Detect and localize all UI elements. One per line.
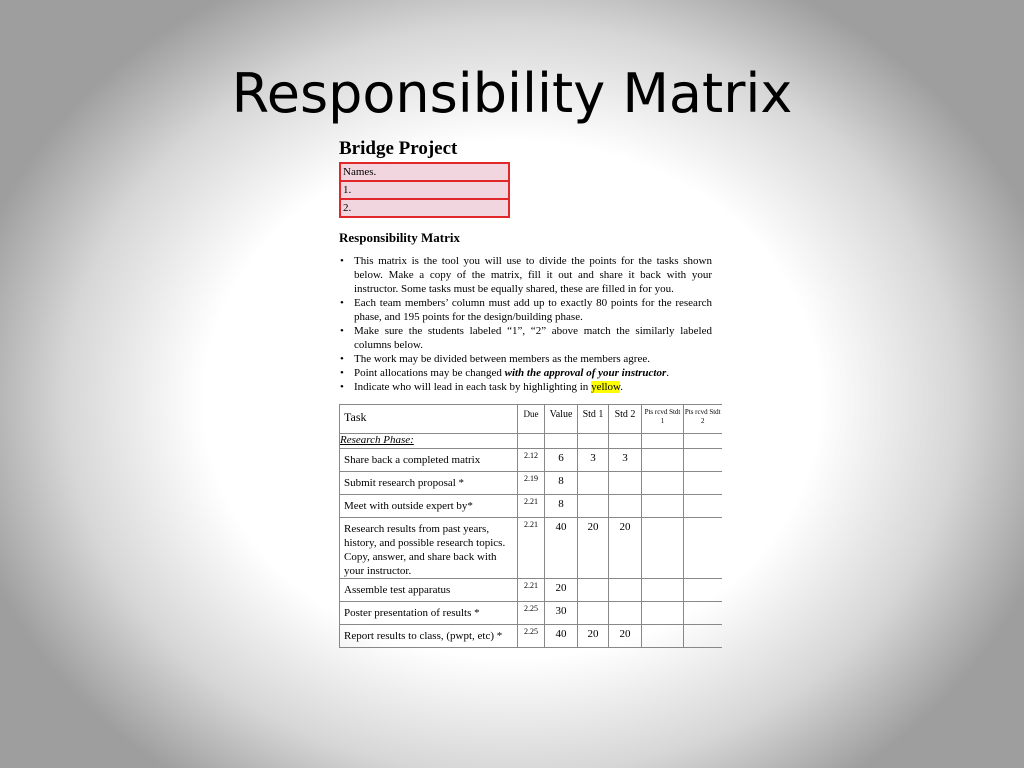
instruction-bullet: [340, 366, 712, 380]
highlight-yellow-text: yellow: [591, 381, 621, 393]
matrix-cell-value: 8: [545, 472, 578, 495]
phase-row: [340, 434, 722, 449]
header-task: Task: [340, 405, 518, 434]
matrix-cell-pts2[interactable]: [684, 579, 722, 602]
matrix-cell-task: Research results from past years, history, and possible research topics. Copy, answer, and share back with your instructor.: [340, 518, 518, 579]
bullet-icon: •: [340, 325, 344, 337]
bullet-text: The work may be divided between members as the members agree.: [354, 353, 650, 365]
instruction-bullet: [340, 352, 712, 366]
bullet-icon: •: [340, 297, 344, 309]
matrix-cell-pts1[interactable]: [642, 472, 684, 495]
document-title: Bridge Project: [339, 138, 458, 159]
matrix-cell-pts1[interactable]: [642, 625, 684, 648]
matrix-cell-value: 8: [545, 495, 578, 518]
bullet-text: .: [666, 367, 670, 379]
matrix-cell-task: Assemble test apparatus: [340, 579, 518, 602]
matrix-cell-std2[interactable]: 20: [609, 518, 642, 579]
table-row: [340, 518, 722, 579]
empty-cell: [518, 434, 545, 449]
matrix-cell-task: Meet with outside expert by*: [340, 495, 518, 518]
matrix-cell-std1[interactable]: 20: [578, 625, 609, 648]
bullet-text: .: [620, 381, 624, 393]
empty-cell: [578, 434, 609, 449]
empty-cell: [684, 434, 722, 449]
matrix-cell-value: 30: [545, 602, 578, 625]
matrix-cell-std1[interactable]: [578, 495, 609, 518]
bullet-text: Indicate who will lead in each task by highlighting in: [354, 381, 592, 393]
header-std2: Std 2: [609, 405, 642, 434]
matrix-cell-due: 2.12: [518, 449, 545, 472]
matrix-cell-pts2[interactable]: [684, 472, 722, 495]
matrix-cell-pts1[interactable]: [642, 518, 684, 579]
bullet-text: Each team members’ column must add up to exactly 80 points for the research phase, and 195 points for the design/building phase.: [354, 297, 712, 323]
bullet-text: This matrix is the tool you will use to divide the points for the tasks shown below. Make a copy of the matrix, fill it out and share it back with your instructor. Some tasks must be equally shared, these are filled in for you.: [354, 255, 712, 295]
instruction-bullet: [340, 380, 712, 394]
matrix-cell-std2[interactable]: 20: [609, 625, 642, 648]
matrix-cell-due: 2.21: [518, 495, 545, 518]
bullet-icon: •: [340, 353, 344, 365]
header-due: Due: [518, 405, 545, 434]
matrix-cell-std1[interactable]: 3: [578, 449, 609, 472]
matrix-cell-task: Submit research proposal *: [340, 472, 518, 495]
empty-cell: [642, 434, 684, 449]
matrix-cell-due: 2.19: [518, 472, 545, 495]
matrix-cell-pts2[interactable]: [684, 602, 722, 625]
matrix-cell-task: Report results to class, (pwpt, etc) *: [340, 625, 518, 648]
slide-title: Responsibility Matrix: [231, 62, 793, 125]
matrix-cell-value: 6: [545, 449, 578, 472]
student-2-name-cell[interactable]: 2.: [340, 199, 509, 217]
responsibility-matrix-table: [339, 404, 722, 648]
matrix-cell-pts2[interactable]: [684, 625, 722, 648]
matrix-cell-pts1[interactable]: [642, 602, 684, 625]
header-pts-rcvd-stdt2: Pts rcvd Stdt 2: [684, 405, 722, 434]
header-value: Value: [545, 405, 578, 434]
table-row: [340, 625, 722, 648]
bullet-icon: •: [340, 255, 344, 267]
matrix-cell-value: 20: [545, 579, 578, 602]
bullet-text: Point allocations may be changed: [354, 367, 505, 379]
table-row: [340, 602, 722, 625]
instruction-bullet: [340, 254, 712, 296]
table-row: [340, 495, 722, 518]
bullet-text: Make sure the students labeled “1”, “2” above match the similarly labeled columns below.: [354, 325, 712, 351]
names-header-cell[interactable]: Names.: [340, 163, 509, 181]
matrix-header-row: [340, 405, 722, 434]
matrix-cell-pts1[interactable]: [642, 449, 684, 472]
matrix-cell-std2[interactable]: [609, 579, 642, 602]
table-row: [340, 472, 722, 495]
bullet-icon: •: [340, 381, 344, 393]
bullet-text: with the approval of your instructor: [504, 367, 667, 379]
matrix-cell-std2[interactable]: [609, 472, 642, 495]
matrix-cell-value: 40: [545, 518, 578, 579]
matrix-cell-due: 2.25: [518, 602, 545, 625]
header-pts-rcvd-stdt1: Pts rcvd Stdt 1: [642, 405, 684, 434]
matrix-cell-pts1[interactable]: [642, 579, 684, 602]
names-table: [339, 162, 510, 218]
matrix-cell-std1[interactable]: [578, 472, 609, 495]
matrix-cell-std1[interactable]: [578, 602, 609, 625]
section-heading: Responsibility Matrix: [339, 230, 460, 245]
empty-cell: [545, 434, 578, 449]
matrix-cell-std2[interactable]: 3: [609, 449, 642, 472]
student-1-name-cell[interactable]: 1.: [340, 181, 509, 199]
table-row: [340, 449, 722, 472]
instructions-list: [339, 254, 720, 394]
matrix-cell-due: 2.25: [518, 625, 545, 648]
empty-cell: [609, 434, 642, 449]
matrix-cell-pts2[interactable]: [684, 449, 722, 472]
bullet-icon: •: [340, 367, 344, 379]
document-page: [339, 138, 721, 648]
matrix-cell-std1[interactable]: 20: [578, 518, 609, 579]
instruction-bullet: [340, 324, 712, 352]
matrix-cell-std2[interactable]: [609, 602, 642, 625]
matrix-cell-due: 2.21: [518, 579, 545, 602]
matrix-cell-pts2[interactable]: [684, 518, 722, 579]
matrix-cell-std1[interactable]: [578, 579, 609, 602]
matrix-cell-task: Share back a completed matrix: [340, 449, 518, 472]
matrix-cell-value: 40: [545, 625, 578, 648]
instruction-bullet: [340, 296, 712, 324]
table-row: [340, 579, 722, 602]
matrix-cell-task: Poster presentation of results *: [340, 602, 518, 625]
research-phase-label: Research Phase:: [340, 434, 518, 449]
header-std1: Std 1: [578, 405, 609, 434]
matrix-cell-due: 2.21: [518, 518, 545, 579]
matrix-cell-pts1[interactable]: [642, 495, 684, 518]
matrix-cell-std2[interactable]: [609, 495, 642, 518]
matrix-cell-pts2[interactable]: [684, 495, 722, 518]
